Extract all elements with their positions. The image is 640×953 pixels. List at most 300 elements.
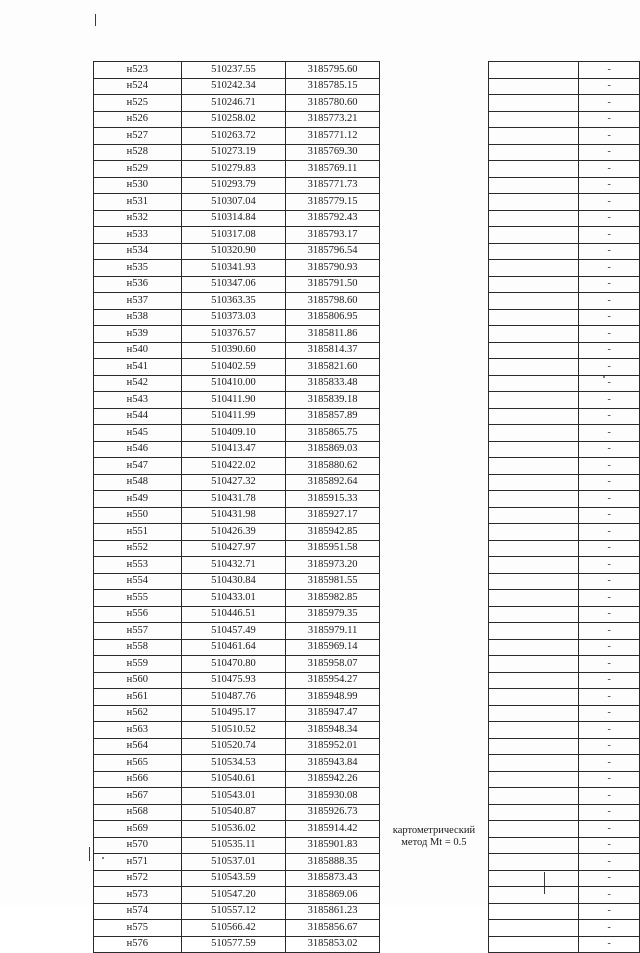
- x-coordinate-cell: 510237.55: [181, 62, 286, 79]
- point-number-cell: н554: [94, 573, 182, 590]
- x-coordinate-cell: 510411.90: [181, 392, 286, 409]
- dash-cell: [579, 540, 640, 557]
- y-coordinate-cell: 3185979.11: [286, 623, 380, 640]
- empty-cell: [488, 128, 578, 145]
- dash-cell: [579, 227, 640, 244]
- point-number-cell: н538: [94, 309, 182, 326]
- empty-cell: [488, 441, 578, 458]
- table-row: [94, 342, 640, 359]
- dash-mark: -: [607, 63, 611, 75]
- method-cell: [379, 722, 488, 953]
- y-coordinate-cell: 3185943.84: [286, 755, 380, 772]
- method-empty-cell: [379, 408, 488, 425]
- point-number-cell: н574: [94, 903, 182, 920]
- empty-cell: [488, 821, 578, 838]
- dash-mark: -: [607, 410, 611, 422]
- y-coordinate-cell: 3185795.60: [286, 62, 380, 79]
- method-empty-cell: [379, 62, 488, 79]
- y-coordinate-cell: 3185769.30: [286, 144, 380, 161]
- dash-mark: -: [607, 740, 611, 752]
- x-coordinate-cell: 510577.59: [181, 936, 286, 953]
- point-number-cell: н545: [94, 425, 182, 442]
- empty-cell: [488, 210, 578, 227]
- dash-cell: [579, 639, 640, 656]
- x-coordinate-cell: 510363.35: [181, 293, 286, 310]
- table-row: [94, 276, 640, 293]
- dash-mark: -: [607, 822, 611, 834]
- empty-cell: [488, 276, 578, 293]
- dash-mark: -: [607, 344, 611, 356]
- dash-cell: [579, 738, 640, 755]
- point-number-cell: н566: [94, 771, 182, 788]
- point-number-cell: н533: [94, 227, 182, 244]
- dash-mark: -: [607, 872, 611, 884]
- dash-mark: -: [607, 459, 611, 471]
- dash-cell: [579, 870, 640, 887]
- y-coordinate-cell: 3185839.18: [286, 392, 380, 409]
- y-coordinate-cell: 3185791.50: [286, 276, 380, 293]
- empty-cell: [488, 342, 578, 359]
- dash-cell: [579, 903, 640, 920]
- dash-cell: [579, 326, 640, 343]
- dash-cell: [579, 672, 640, 689]
- method-empty-cell: [379, 309, 488, 326]
- method-empty-cell: [379, 606, 488, 623]
- table-row: [94, 78, 640, 95]
- x-coordinate-cell: 510376.57: [181, 326, 286, 343]
- table-row: [94, 128, 640, 145]
- table-row: [94, 458, 640, 475]
- point-number-cell: н527: [94, 128, 182, 145]
- y-coordinate-cell: 3185948.99: [286, 689, 380, 706]
- method-empty-cell: [379, 705, 488, 722]
- empty-cell: [488, 227, 578, 244]
- y-coordinate-cell: 3185771.73: [286, 177, 380, 194]
- dash-mark: -: [607, 146, 611, 158]
- point-number-cell: н564: [94, 738, 182, 755]
- point-number-cell: н573: [94, 887, 182, 904]
- empty-cell: [488, 837, 578, 854]
- x-coordinate-cell: 510402.59: [181, 359, 286, 376]
- empty-cell: [488, 936, 578, 953]
- dash-mark: -: [607, 360, 611, 372]
- method-empty-cell: [379, 111, 488, 128]
- table-row: [94, 738, 640, 755]
- empty-cell: [488, 243, 578, 260]
- point-number-cell: н542: [94, 375, 182, 392]
- x-coordinate-cell: 510461.64: [181, 639, 286, 656]
- method-empty-cell: [379, 161, 488, 178]
- dash-mark: -: [607, 608, 611, 620]
- table-row: [94, 887, 640, 904]
- method-empty-cell: [379, 260, 488, 277]
- dash-mark: -: [607, 575, 611, 587]
- y-coordinate-cell: 3185915.33: [286, 491, 380, 508]
- y-coordinate-cell: 3185771.12: [286, 128, 380, 145]
- empty-cell: [488, 111, 578, 128]
- empty-cell: [488, 458, 578, 475]
- dash-cell: [579, 375, 640, 392]
- empty-cell: [488, 161, 578, 178]
- point-number-cell: н532: [94, 210, 182, 227]
- point-number-cell: н534: [94, 243, 182, 260]
- method-empty-cell: [379, 656, 488, 673]
- method-empty-cell: [379, 623, 488, 640]
- table-row: [94, 62, 640, 79]
- dash-cell: [579, 441, 640, 458]
- dash-cell: [579, 177, 640, 194]
- dash-cell: [579, 606, 640, 623]
- dash-mark: -: [607, 245, 611, 257]
- point-number-cell: н563: [94, 722, 182, 739]
- empty-cell: [488, 771, 578, 788]
- dash-mark: -: [607, 756, 611, 768]
- y-coordinate-cell: 3185773.21: [286, 111, 380, 128]
- empty-cell: [488, 804, 578, 821]
- dash-cell: [579, 887, 640, 904]
- x-coordinate-cell: 510347.06: [181, 276, 286, 293]
- dash-mark: -: [607, 921, 611, 933]
- dash-mark: -: [607, 657, 611, 669]
- dash-mark: -: [607, 905, 611, 917]
- point-number-cell: н556: [94, 606, 182, 623]
- y-coordinate-cell: 3185958.07: [286, 656, 380, 673]
- point-number-cell: н530: [94, 177, 182, 194]
- method-empty-cell: [379, 458, 488, 475]
- y-coordinate-cell: 3185769.11: [286, 161, 380, 178]
- dash-mark: -: [607, 261, 611, 273]
- table-row: [94, 705, 640, 722]
- x-coordinate-cell: 510536.02: [181, 821, 286, 838]
- y-coordinate-cell: 3185930.08: [286, 788, 380, 805]
- y-coordinate-cell: 3185952.01: [286, 738, 380, 755]
- dash-cell: [579, 491, 640, 508]
- table-row: [94, 227, 640, 244]
- table-row: [94, 755, 640, 772]
- point-number-cell: н568: [94, 804, 182, 821]
- point-number-cell: н570: [94, 837, 182, 854]
- x-coordinate-cell: 510320.90: [181, 243, 286, 260]
- empty-cell: [488, 507, 578, 524]
- y-coordinate-cell: 3185779.15: [286, 194, 380, 211]
- point-number-cell: н547: [94, 458, 182, 475]
- x-coordinate-cell: 510470.80: [181, 656, 286, 673]
- table-row: [94, 474, 640, 491]
- empty-cell: [488, 557, 578, 574]
- x-coordinate-cell: 510537.01: [181, 854, 286, 871]
- table-row: [94, 375, 640, 392]
- point-number-cell: н571: [94, 854, 182, 871]
- x-coordinate-cell: 510557.12: [181, 903, 286, 920]
- y-coordinate-cell: 3185785.15: [286, 78, 380, 95]
- dash-mark: -: [607, 509, 611, 521]
- table-row: [94, 573, 640, 590]
- dash-mark: -: [607, 591, 611, 603]
- x-coordinate-cell: 510427.97: [181, 540, 286, 557]
- point-number-cell: н540: [94, 342, 182, 359]
- dash-mark: -: [607, 426, 611, 438]
- method-empty-cell: [379, 425, 488, 442]
- y-coordinate-cell: 3185857.89: [286, 408, 380, 425]
- method-empty-cell: [379, 144, 488, 161]
- x-coordinate-cell: 510426.39: [181, 524, 286, 541]
- x-coordinate-cell: 510413.47: [181, 441, 286, 458]
- point-number-cell: н528: [94, 144, 182, 161]
- y-coordinate-cell: 3185798.60: [286, 293, 380, 310]
- x-coordinate-cell: 510540.61: [181, 771, 286, 788]
- dash-mark: -: [607, 294, 611, 306]
- empty-cell: [488, 854, 578, 871]
- method-empty-cell: [379, 177, 488, 194]
- empty-cell: [488, 260, 578, 277]
- dash-cell: [579, 276, 640, 293]
- method-empty-cell: [379, 441, 488, 458]
- method-line-2: метод Mt = 0.5: [401, 837, 467, 848]
- y-coordinate-cell: 3185792.43: [286, 210, 380, 227]
- dash-mark: -: [607, 179, 611, 191]
- y-coordinate-cell: 3185780.60: [286, 95, 380, 112]
- x-coordinate-cell: 510446.51: [181, 606, 286, 623]
- table-row: [94, 854, 640, 871]
- y-coordinate-cell: 3185793.17: [286, 227, 380, 244]
- dash-cell: [579, 293, 640, 310]
- empty-cell: [488, 425, 578, 442]
- dash-cell: [579, 210, 640, 227]
- empty-cell: [488, 524, 578, 541]
- point-number-cell: н560: [94, 672, 182, 689]
- x-coordinate-cell: 510341.93: [181, 260, 286, 277]
- method-empty-cell: [379, 507, 488, 524]
- point-number-cell: н529: [94, 161, 182, 178]
- point-number-cell: н539: [94, 326, 182, 343]
- empty-cell: [488, 623, 578, 640]
- dash-mark: -: [607, 806, 611, 818]
- point-number-cell: н567: [94, 788, 182, 805]
- x-coordinate-cell: 510457.49: [181, 623, 286, 640]
- point-number-cell: н543: [94, 392, 182, 409]
- point-number-cell: н536: [94, 276, 182, 293]
- table-row: [94, 161, 640, 178]
- method-empty-cell: [379, 276, 488, 293]
- dash-mark: -: [607, 492, 611, 504]
- x-coordinate-cell: 510534.53: [181, 755, 286, 772]
- table-row: [94, 788, 640, 805]
- dash-cell: [579, 689, 640, 706]
- dash-cell: [579, 111, 640, 128]
- point-number-cell: н550: [94, 507, 182, 524]
- method-empty-cell: [379, 128, 488, 145]
- x-coordinate-cell: 510547.20: [181, 887, 286, 904]
- dash-cell: [579, 920, 640, 937]
- empty-cell: [488, 887, 578, 904]
- y-coordinate-cell: 3185869.03: [286, 441, 380, 458]
- empty-cell: [488, 62, 578, 79]
- y-coordinate-cell: 3185790.93: [286, 260, 380, 277]
- point-number-cell: н575: [94, 920, 182, 937]
- dash-cell: [579, 507, 640, 524]
- table-row: [94, 260, 640, 277]
- empty-cell: [488, 705, 578, 722]
- dash-mark: -: [607, 773, 611, 785]
- empty-cell: [488, 375, 578, 392]
- dash-cell: [579, 474, 640, 491]
- x-coordinate-cell: 510432.71: [181, 557, 286, 574]
- empty-cell: [488, 408, 578, 425]
- x-coordinate-cell: 510566.42: [181, 920, 286, 937]
- y-coordinate-cell: 3185901.83: [286, 837, 380, 854]
- x-coordinate-cell: 510317.08: [181, 227, 286, 244]
- coordinates-table: [93, 61, 640, 953]
- table-row: [94, 210, 640, 227]
- point-number-cell: н569: [94, 821, 182, 838]
- dash-cell: [579, 722, 640, 739]
- dash-mark: -: [607, 278, 611, 290]
- empty-cell: [488, 903, 578, 920]
- y-coordinate-cell: 3185811.86: [286, 326, 380, 343]
- dash-cell: [579, 837, 640, 854]
- y-coordinate-cell: 3185914.42: [286, 821, 380, 838]
- table-row: [94, 920, 640, 937]
- table-row: [94, 491, 640, 508]
- method-empty-cell: [379, 293, 488, 310]
- dash-cell: [579, 804, 640, 821]
- method-empty-cell: [379, 375, 488, 392]
- y-coordinate-cell: 3185942.26: [286, 771, 380, 788]
- x-coordinate-cell: 510540.87: [181, 804, 286, 821]
- dash-cell: [579, 359, 640, 376]
- dash-mark: -: [607, 228, 611, 240]
- table-row: [94, 689, 640, 706]
- dash-mark: -: [607, 195, 611, 207]
- method-empty-cell: [379, 639, 488, 656]
- dash-mark: -: [607, 212, 611, 224]
- empty-cell: [488, 309, 578, 326]
- table-row: [94, 557, 640, 574]
- point-number-cell: н544: [94, 408, 182, 425]
- point-number-cell: н555: [94, 590, 182, 607]
- dash-mark: -: [607, 674, 611, 686]
- x-coordinate-cell: 510273.19: [181, 144, 286, 161]
- dash-cell: [579, 342, 640, 359]
- point-number-cell: н572: [94, 870, 182, 887]
- y-coordinate-cell: 3185853.02: [286, 936, 380, 953]
- method-empty-cell: [379, 672, 488, 689]
- y-coordinate-cell: 3185869.06: [286, 887, 380, 904]
- dash-cell: [579, 309, 640, 326]
- method-empty-cell: [379, 194, 488, 211]
- dash-cell: [579, 854, 640, 871]
- table-row: [94, 623, 640, 640]
- empty-cell: [488, 606, 578, 623]
- empty-cell: [488, 590, 578, 607]
- x-coordinate-cell: 510543.01: [181, 788, 286, 805]
- x-coordinate-cell: 510258.02: [181, 111, 286, 128]
- dash-mark: -: [607, 839, 611, 851]
- table-row: [94, 392, 640, 409]
- x-coordinate-cell: 510314.84: [181, 210, 286, 227]
- table-row: [94, 95, 640, 112]
- method-empty-cell: [379, 326, 488, 343]
- dash-mark: -: [607, 129, 611, 141]
- method-empty-cell: [379, 78, 488, 95]
- dash-mark: -: [607, 162, 611, 174]
- point-number-cell: н546: [94, 441, 182, 458]
- table-row: [94, 524, 640, 541]
- point-number-cell: н549: [94, 491, 182, 508]
- y-coordinate-cell: 3185833.48: [286, 375, 380, 392]
- point-number-cell: н552: [94, 540, 182, 557]
- y-coordinate-cell: 3185973.20: [286, 557, 380, 574]
- y-coordinate-cell: 3185982.85: [286, 590, 380, 607]
- point-number-cell: н548: [94, 474, 182, 491]
- method-empty-cell: [379, 227, 488, 244]
- dash-cell: [579, 260, 640, 277]
- empty-cell: [488, 326, 578, 343]
- empty-cell: [488, 656, 578, 673]
- point-number-cell: н561: [94, 689, 182, 706]
- method-line-1: картометрический: [392, 825, 476, 836]
- dash-cell: [579, 557, 640, 574]
- table-row: [94, 870, 640, 887]
- dash-cell: [579, 788, 640, 805]
- dash-mark: -: [607, 443, 611, 455]
- table-row: [94, 293, 640, 310]
- scan-margin-mark-left: [89, 847, 90, 861]
- dash-cell: [579, 62, 640, 79]
- table-row: [94, 656, 640, 673]
- table-row: [94, 144, 640, 161]
- y-coordinate-cell: 3185981.55: [286, 573, 380, 590]
- point-number-cell: н559: [94, 656, 182, 673]
- dash-cell: [579, 524, 640, 541]
- y-coordinate-cell: 3185926.73: [286, 804, 380, 821]
- method-empty-cell: [379, 573, 488, 590]
- table-row: [94, 590, 640, 607]
- dash-cell: [579, 821, 640, 838]
- dash-cell: [579, 623, 640, 640]
- point-number-cell: н558: [94, 639, 182, 656]
- coordinates-table-body: [94, 62, 640, 953]
- method-empty-cell: [379, 689, 488, 706]
- dash-mark: -: [607, 393, 611, 405]
- dash-mark: -: [607, 855, 611, 867]
- y-coordinate-cell: 3185796.54: [286, 243, 380, 260]
- y-coordinate-cell: 3185969.14: [286, 639, 380, 656]
- empty-cell: [488, 755, 578, 772]
- empty-cell: [488, 194, 578, 211]
- x-coordinate-cell: 510510.52: [181, 722, 286, 739]
- empty-cell: [488, 722, 578, 739]
- empty-cell: [488, 920, 578, 937]
- empty-cell: [488, 95, 578, 112]
- dash-mark: -: [607, 96, 611, 108]
- dash-mark: -: [607, 113, 611, 125]
- dash-cell: [579, 458, 640, 475]
- point-number-cell: н531: [94, 194, 182, 211]
- x-coordinate-cell: 510373.03: [181, 309, 286, 326]
- dash-mark: -: [607, 888, 611, 900]
- y-coordinate-cell: 3185979.35: [286, 606, 380, 623]
- x-coordinate-cell: 510422.02: [181, 458, 286, 475]
- point-number-cell: н557: [94, 623, 182, 640]
- table-row: [94, 359, 640, 376]
- table-row: [94, 639, 640, 656]
- dash-cell: [579, 194, 640, 211]
- dash-mark: -: [607, 558, 611, 570]
- dash-mark: -: [607, 377, 611, 389]
- method-empty-cell: [379, 243, 488, 260]
- method-empty-cell: [379, 392, 488, 409]
